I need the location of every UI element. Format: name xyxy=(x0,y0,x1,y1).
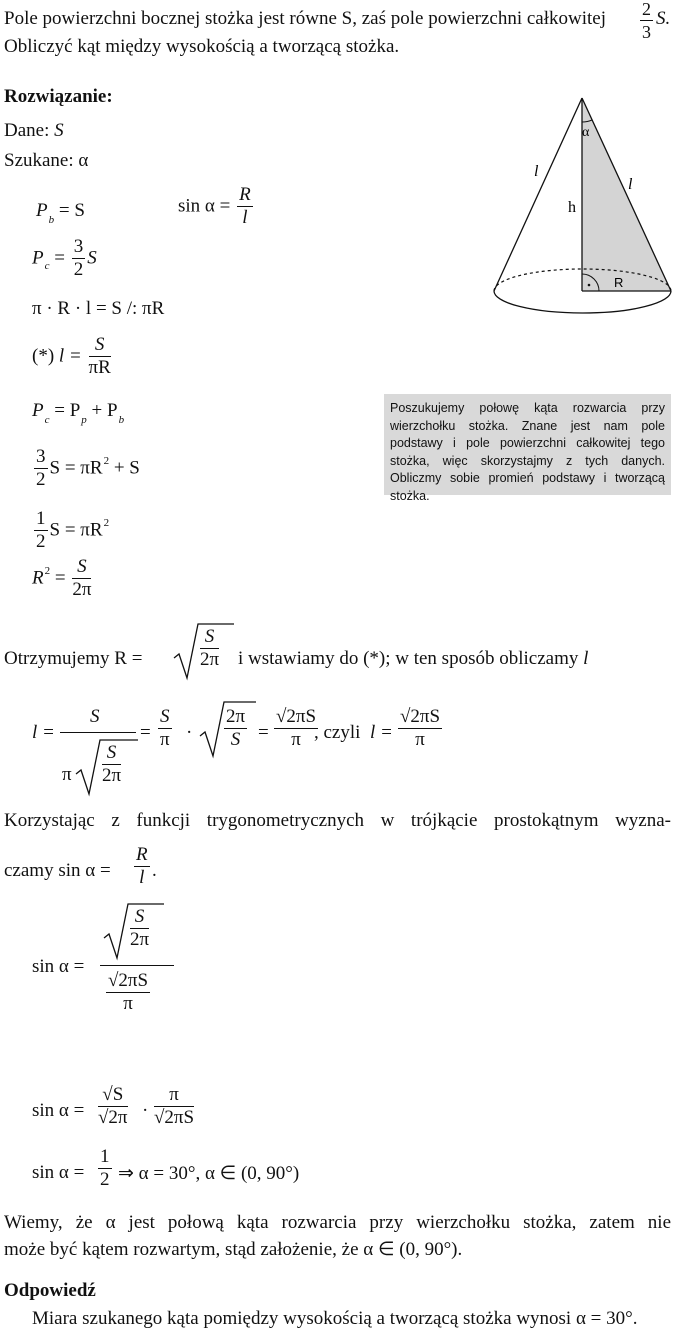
sin-bottom-frac: $\frac{√2\pi S}{\pi}$ xyxy=(108,970,149,1014)
sin-eq-2: sin α = xyxy=(32,1100,85,1121)
l-frac-2: $\frac{S}{\pi}$ xyxy=(159,706,170,750)
eq-pc: $P_c$ = $\frac{3}{2}$ S xyxy=(32,236,97,280)
right-angle-dot xyxy=(588,284,591,287)
l-frac-5: $\frac{√2\pi S}{\pi}$ xyxy=(400,706,441,750)
wiemy-line-2: może być kątem rozwartym, stąd założenie, że α ∈ (0, 90°). xyxy=(4,1239,463,1260)
sin-main-bar xyxy=(100,965,174,966)
korzystajac-period: . xyxy=(152,860,157,881)
l-eq-2: = xyxy=(140,722,151,743)
sin-eq-1: sin α = xyxy=(32,956,85,977)
eq-r-squared: $R^2$ = $\frac{S}{2\pi}$ xyxy=(32,556,92,600)
l-left-label: l xyxy=(534,163,539,180)
slant-left xyxy=(494,98,582,291)
problem-fraction: $\frac{2}{3}$ xyxy=(642,0,651,42)
l-main-frac-bar xyxy=(60,732,136,733)
otrzymujemy-suffix: i wstawiamy do (*); w ten sposób obliczamy l xyxy=(238,648,589,669)
base-front xyxy=(494,291,671,313)
solution-heading: Rozwiązanie: xyxy=(4,86,113,107)
sqrt-r-frac: $\frac{S}{2\pi}$ xyxy=(200,626,220,670)
otrzymujemy-prefix: Otrzymujemy R = xyxy=(4,648,143,669)
answer-heading: Odpowiedź xyxy=(4,1280,96,1301)
korzystajac-line-2: czamy sin α = xyxy=(4,860,111,881)
alpha-label: α xyxy=(582,125,590,140)
l-frac-4: $\frac{√2\pi S}{\pi}$ xyxy=(276,706,317,750)
sin-frac-g2: $\frac{\pi}{√2\pi S}$ xyxy=(154,1084,195,1128)
sought: Szukane: α xyxy=(4,150,89,171)
sin-result: ⇒ α = 30°, α ∈ (0, 90°) xyxy=(118,1163,300,1184)
problem-line-1: Pole powierzchni bocznej stożka jest równe S, zaś pole powierzchni całkowitej xyxy=(4,8,606,29)
l-right-label: l xyxy=(628,176,633,193)
korzystajac-line-1: Korzystając z funkcji trygonometrycznych w trójkącie prostokątnym wyzna- xyxy=(4,810,671,831)
eq-star: (*) l = $\frac{S}{\pi R}$ xyxy=(32,334,111,378)
eq-one-half: $\frac{1}{2}$ $S = \pi R^2$ xyxy=(36,508,110,552)
problem-fraction-tail: S. xyxy=(656,8,671,29)
korzystajac-frac: $\frac{R}{l}$ xyxy=(136,844,148,888)
hint-note: Poszukujemy połowę kąta rozwarcia przy wierzchołku stożka. Znane jest nam pole podstawy i pole powierzchni całkowitej tego stożka, więc skorzystajmy z tych danych. Obliczmy sobie promień podstawy i tworzącą stożka. xyxy=(384,394,671,495)
h-label: h xyxy=(568,199,576,216)
l-num-s: S xyxy=(90,706,100,727)
answer-text: Miara szukanego kąta pomiędzy wysokością a tworzącą stożka wynosi α = 30°. xyxy=(32,1308,638,1329)
l-dot: · xyxy=(186,722,193,743)
eq-sin-def: sin α = $\frac{R}{l}$ xyxy=(178,184,251,228)
l-den-pi: π xyxy=(62,764,72,785)
cone-figure xyxy=(488,92,674,342)
l-eq-final: l = xyxy=(370,722,393,743)
l-frac-3: $\frac{2\pi}{S}$ xyxy=(226,706,246,750)
eq-pb: $P_b = S$ xyxy=(36,200,85,226)
sin-frac-half: $\frac{1}{2}$ xyxy=(100,1146,110,1190)
l-czyli: , czyli xyxy=(314,722,361,743)
wiemy-line-1: Wiemy, że α jest połową kąta rozwarcia przy wierzchołku stożka, zatem nie xyxy=(4,1212,671,1233)
sin-frac-g1: $\frac{√S}{√2\pi}$ xyxy=(98,1084,128,1128)
l-eq-3: = xyxy=(258,722,269,743)
sin-eq-3: sin α = xyxy=(32,1162,85,1183)
given: Dane: S xyxy=(4,120,64,141)
sin-top-frac: $\frac{S}{2\pi}$ xyxy=(130,906,150,950)
eq-three-halves: $\frac{3}{2}$ $S = \pi R^2 + S$ xyxy=(36,446,140,490)
r-label: R xyxy=(614,275,624,290)
eq-pirl: π · R · l = S /: πR xyxy=(32,298,165,319)
sin-dot: · xyxy=(142,1100,149,1121)
eq-pc-sum: $P_c = P_p + P_b$ xyxy=(32,400,125,426)
l-eq: l = xyxy=(32,722,55,743)
l-den-sqrt-frac: $\frac{S}{2\pi}$ xyxy=(102,742,122,786)
problem-line-2: Obliczyć kąt między wysokością a tworzącą stożka. xyxy=(4,36,400,57)
